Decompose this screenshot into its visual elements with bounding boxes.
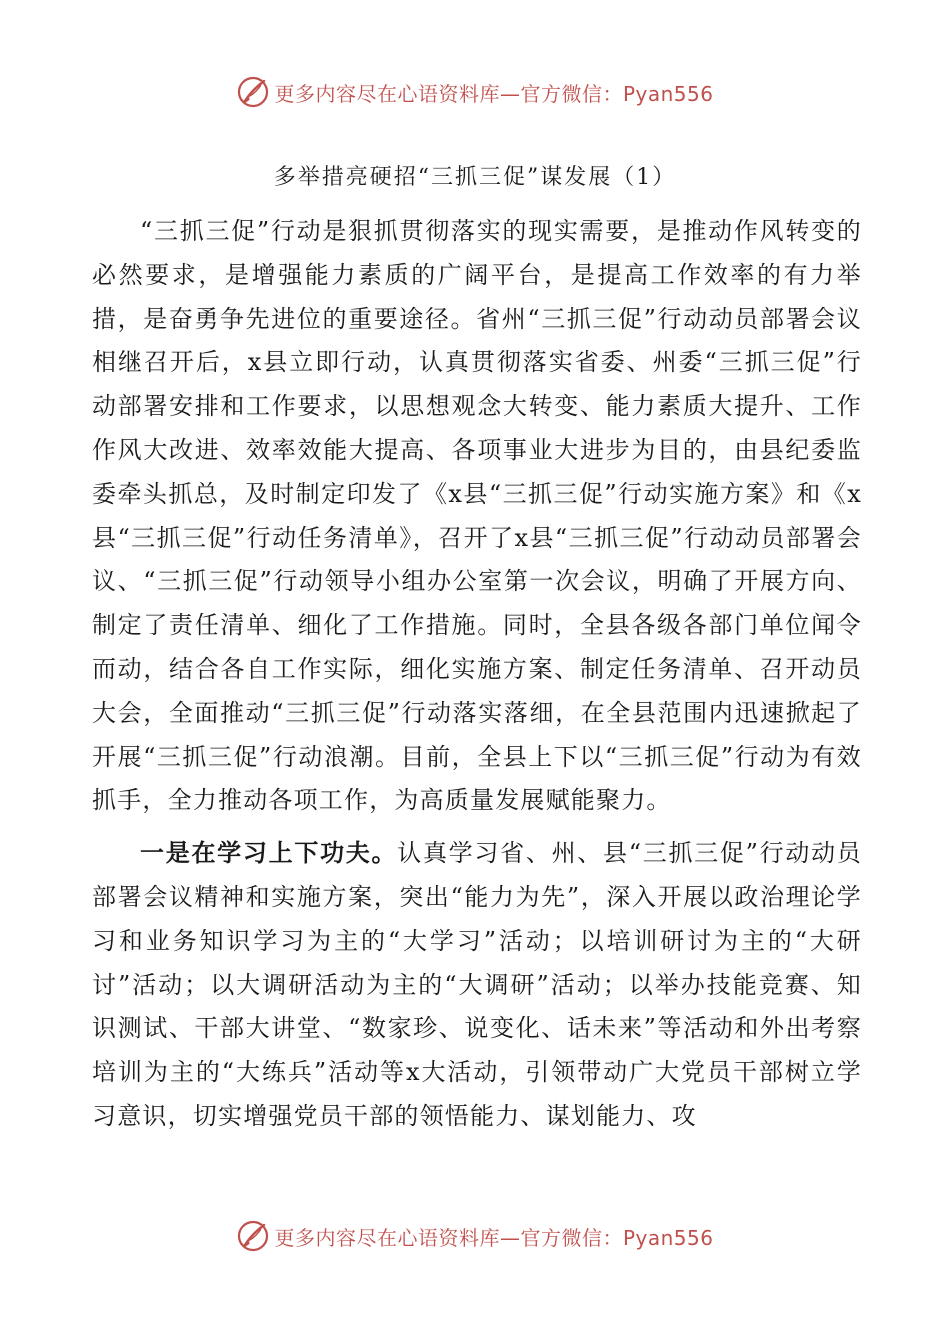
header-watermark-banner: [0, 70, 950, 114]
document-title: 多举措亮硬招“三抓三促”谋发展（1）: [273, 165, 677, 190]
quill-logo-icon: [236, 75, 270, 109]
intro-paragraph: [92, 210, 862, 823]
paragraph-text: 认真学习省、州、县“三抓三促”行动动员部署会议精神和实施方案，突出“能力为先”，深入开展以政治理论学习和业务知识学习为主的“大学习”活动；以培训研讨为主的“大研讨”活动；以大调研活动为主的“大调研”活动；以举办技能竞赛、知识测试、干部大讲堂、“数家珍、说变化、话未来”等活动和外出考察培训为主的“大练兵”活动等x大活动，引领带动广大党员干部树立学习意识，切实增强党员干部的领悟能力、谋划能力、攻: [92, 839, 862, 1130]
paragraph-lead: 一是在学习上下功夫。: [140, 838, 398, 868]
document-body: [92, 210, 862, 1139]
footer-watermark-banner: [0, 1214, 950, 1258]
quill-logo-icon: [236, 1219, 270, 1253]
watermark-text: 更多内容尽在心语资料库—官方微信：Pyan556: [274, 81, 714, 106]
study-paragraph: [92, 831, 862, 1139]
watermark-text: 更多内容尽在心语资料库—官方微信：Pyan556: [274, 1225, 714, 1250]
paragraph-text: “三抓三促”行动是狠抓贯彻落实的现实需要，是推动作风转变的必然要求，是增强能力素质的广阔平台，是提高工作效率的有力举措，是奋勇争先进位的重要途径。省州“三抓三促”行动动员部署会议相继召开后，x县立即行动，认真贯彻落实省委、州委“三抓三促”行动部署安排和工作要求，以思想观念大转变、能力素质大提升、工作作风大改进、效率效能大提高、各项事业大进步为目的，由县纪委监委牵头抓总，及时制定印发了《x县“三抓三促”行动实施方案》和《x县“三抓三促”行动任务清单》，召开了x县“三抓三促”行动动员部署会议、“三抓三促”行动领导小组办公室第一次会议，明确了开展方向、制定了责任清单、细化了工作措施。同时，全县各级各部门单位闻令而动，结合各自工作实际，细化实施方案、制定任务清单、召开动员大会，全面推动“三抓三促”行动落实落细，在全县范围内迅速掀起了开展“三抓三促”行动浪潮。目前，全县上下以“三抓三促”行动为有效抓手，全力推动各项工作，为高质量发展赋能聚力。: [92, 217, 862, 815]
